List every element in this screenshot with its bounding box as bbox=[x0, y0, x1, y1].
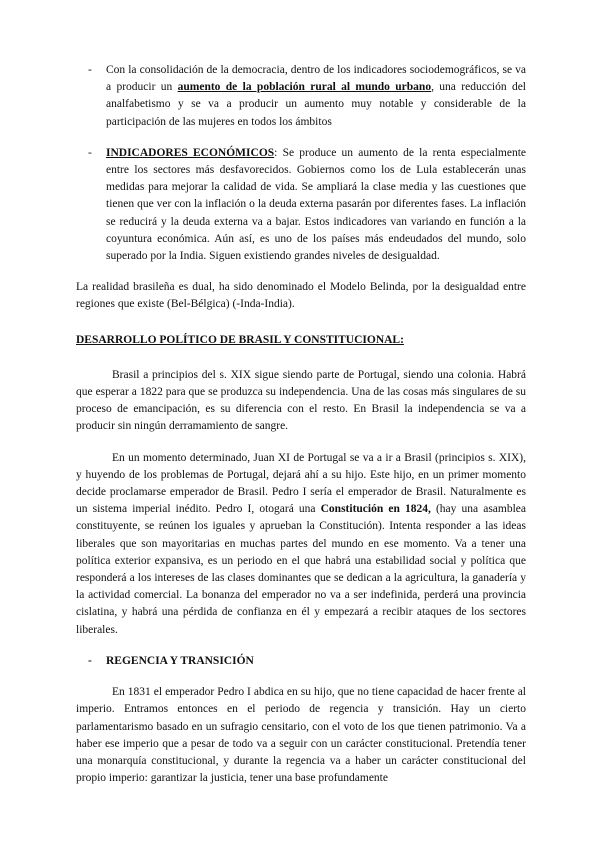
bullet-text-end: , una reducción del analfabetismo y se va a producir un aumento muy notable y considerable de la participación de las mujeres en todos los ámbitos bbox=[106, 81, 526, 128]
bullet-text: Con la consolidación de la democracia, dentro de los indicadores sociodemográficos, se va a producir un bbox=[106, 64, 526, 94]
bullet-emphasis: INDICADORES ECONÓMICOS bbox=[106, 146, 275, 159]
bullet-text: : Se produce un aumento de la renta especialmente entre los sectores más desfavorecidos. Gobiernos como los de Lula establecerán unas medidas para mejorar la calidad de vida. Se ampliará la clase media y las cuestiones que tienen que ver con la inflación o la deuda externa pasarán por diferentes fases. La inflación se reducirá y la deuda externa va a bajar. Estos indicadores van variando en función a la coyuntura económica. Aún así, es uno de los países más endeudados del mundo, solo superado por la India. Siguen existiendo grandes niveles de desigualdad. bbox=[106, 146, 526, 263]
bullet-dash: - bbox=[88, 654, 92, 667]
paragraph-dual-reality: La realidad brasileña es dual, ha sido denominado el Modelo Belinda, por la desigualdad entre regiones que existe (Bel-Bélgica) (-Inda-India). bbox=[76, 281, 526, 311]
bullet-demography bbox=[76, 62, 526, 131]
paragraph-text: En un momento determinado, Juan XI de Portugal se va a ir a Brasil (principios s. XIX), y huyendo de los problemas de Portugal, dejará ahí a su hijo. Este hijo, en un primer momento decide proclamarse emperador de Brasil. Pedro I sería el emperador de Brasil. Naturalmente es un sistema imperial inédito. Pedro I, otogará una bbox=[76, 451, 526, 516]
page-content bbox=[76, 62, 526, 787]
paragraph-pedro-i bbox=[76, 450, 526, 639]
bullet-emphasis: aumento de la población rural al mundo urbano bbox=[177, 81, 432, 94]
paragraph-text-end: (hay una asamblea constituyente, se reúnen los iguales y aprueban la Constitución). Intenta responder a las ideas liberales que son mayoritarias en muchas partes del mundo en ese momento. Va a tener una política exterior expansiva, es un periodo en el que habrá una estabilidad social y política que responderá a los intereses de las clases dominantes que se dedican a la agricultura, la ganadería y la actividad comercial. La bonanza del emperador no va a ser indefinida, perderá una provincia cislatina, y habrá una pérdida de confianza en él y empezará a recibir ataques de los sectores liberales. bbox=[76, 503, 526, 636]
paragraph-regency: En 1831 el emperador Pedro I abdica en su hijo, que no tiene capacidad de hacer frente al imperio. Entramos entonces en el periodo de regencia y transición. Hay un cierto parlamentarismo basado en un sufragio censitario, con el voto de los que tienen patrimonio. Va a haber ese imperio que a pesar de todo va a seguir con un carácter constitucional. Pretendía tener una monarquía constitucional, y durante la regencia va a haber un carácter constitucional del propio imperio: garantizar la justicia, tener una base profundamente bbox=[76, 686, 526, 785]
bullet-dash: - bbox=[88, 64, 92, 76]
section-heading-political-development: DESARROLLO POLÍTICO DE BRASIL Y CONSTITUCIONAL: bbox=[76, 333, 404, 346]
bullet-economic-indicators bbox=[76, 145, 526, 265]
paragraph-independence: Brasil a principios del s. XIX sigue siendo parte de Portugal, siendo una colonia. Habrá que esperar a 1822 para que se produzca su independencia. Una de las cosas más singulares de su proceso de emancipación, es su diferencia con el resto. En Brasil la independencia se va a producir sin ningún derramamiento de sangre. bbox=[76, 368, 526, 433]
subheading-text: REGENCIA Y TRANSICIÓN bbox=[106, 654, 254, 667]
bullet-dash: - bbox=[88, 146, 92, 159]
subheading-regency bbox=[76, 653, 526, 670]
paragraph-emphasis: Constitución en 1824, bbox=[320, 503, 431, 516]
